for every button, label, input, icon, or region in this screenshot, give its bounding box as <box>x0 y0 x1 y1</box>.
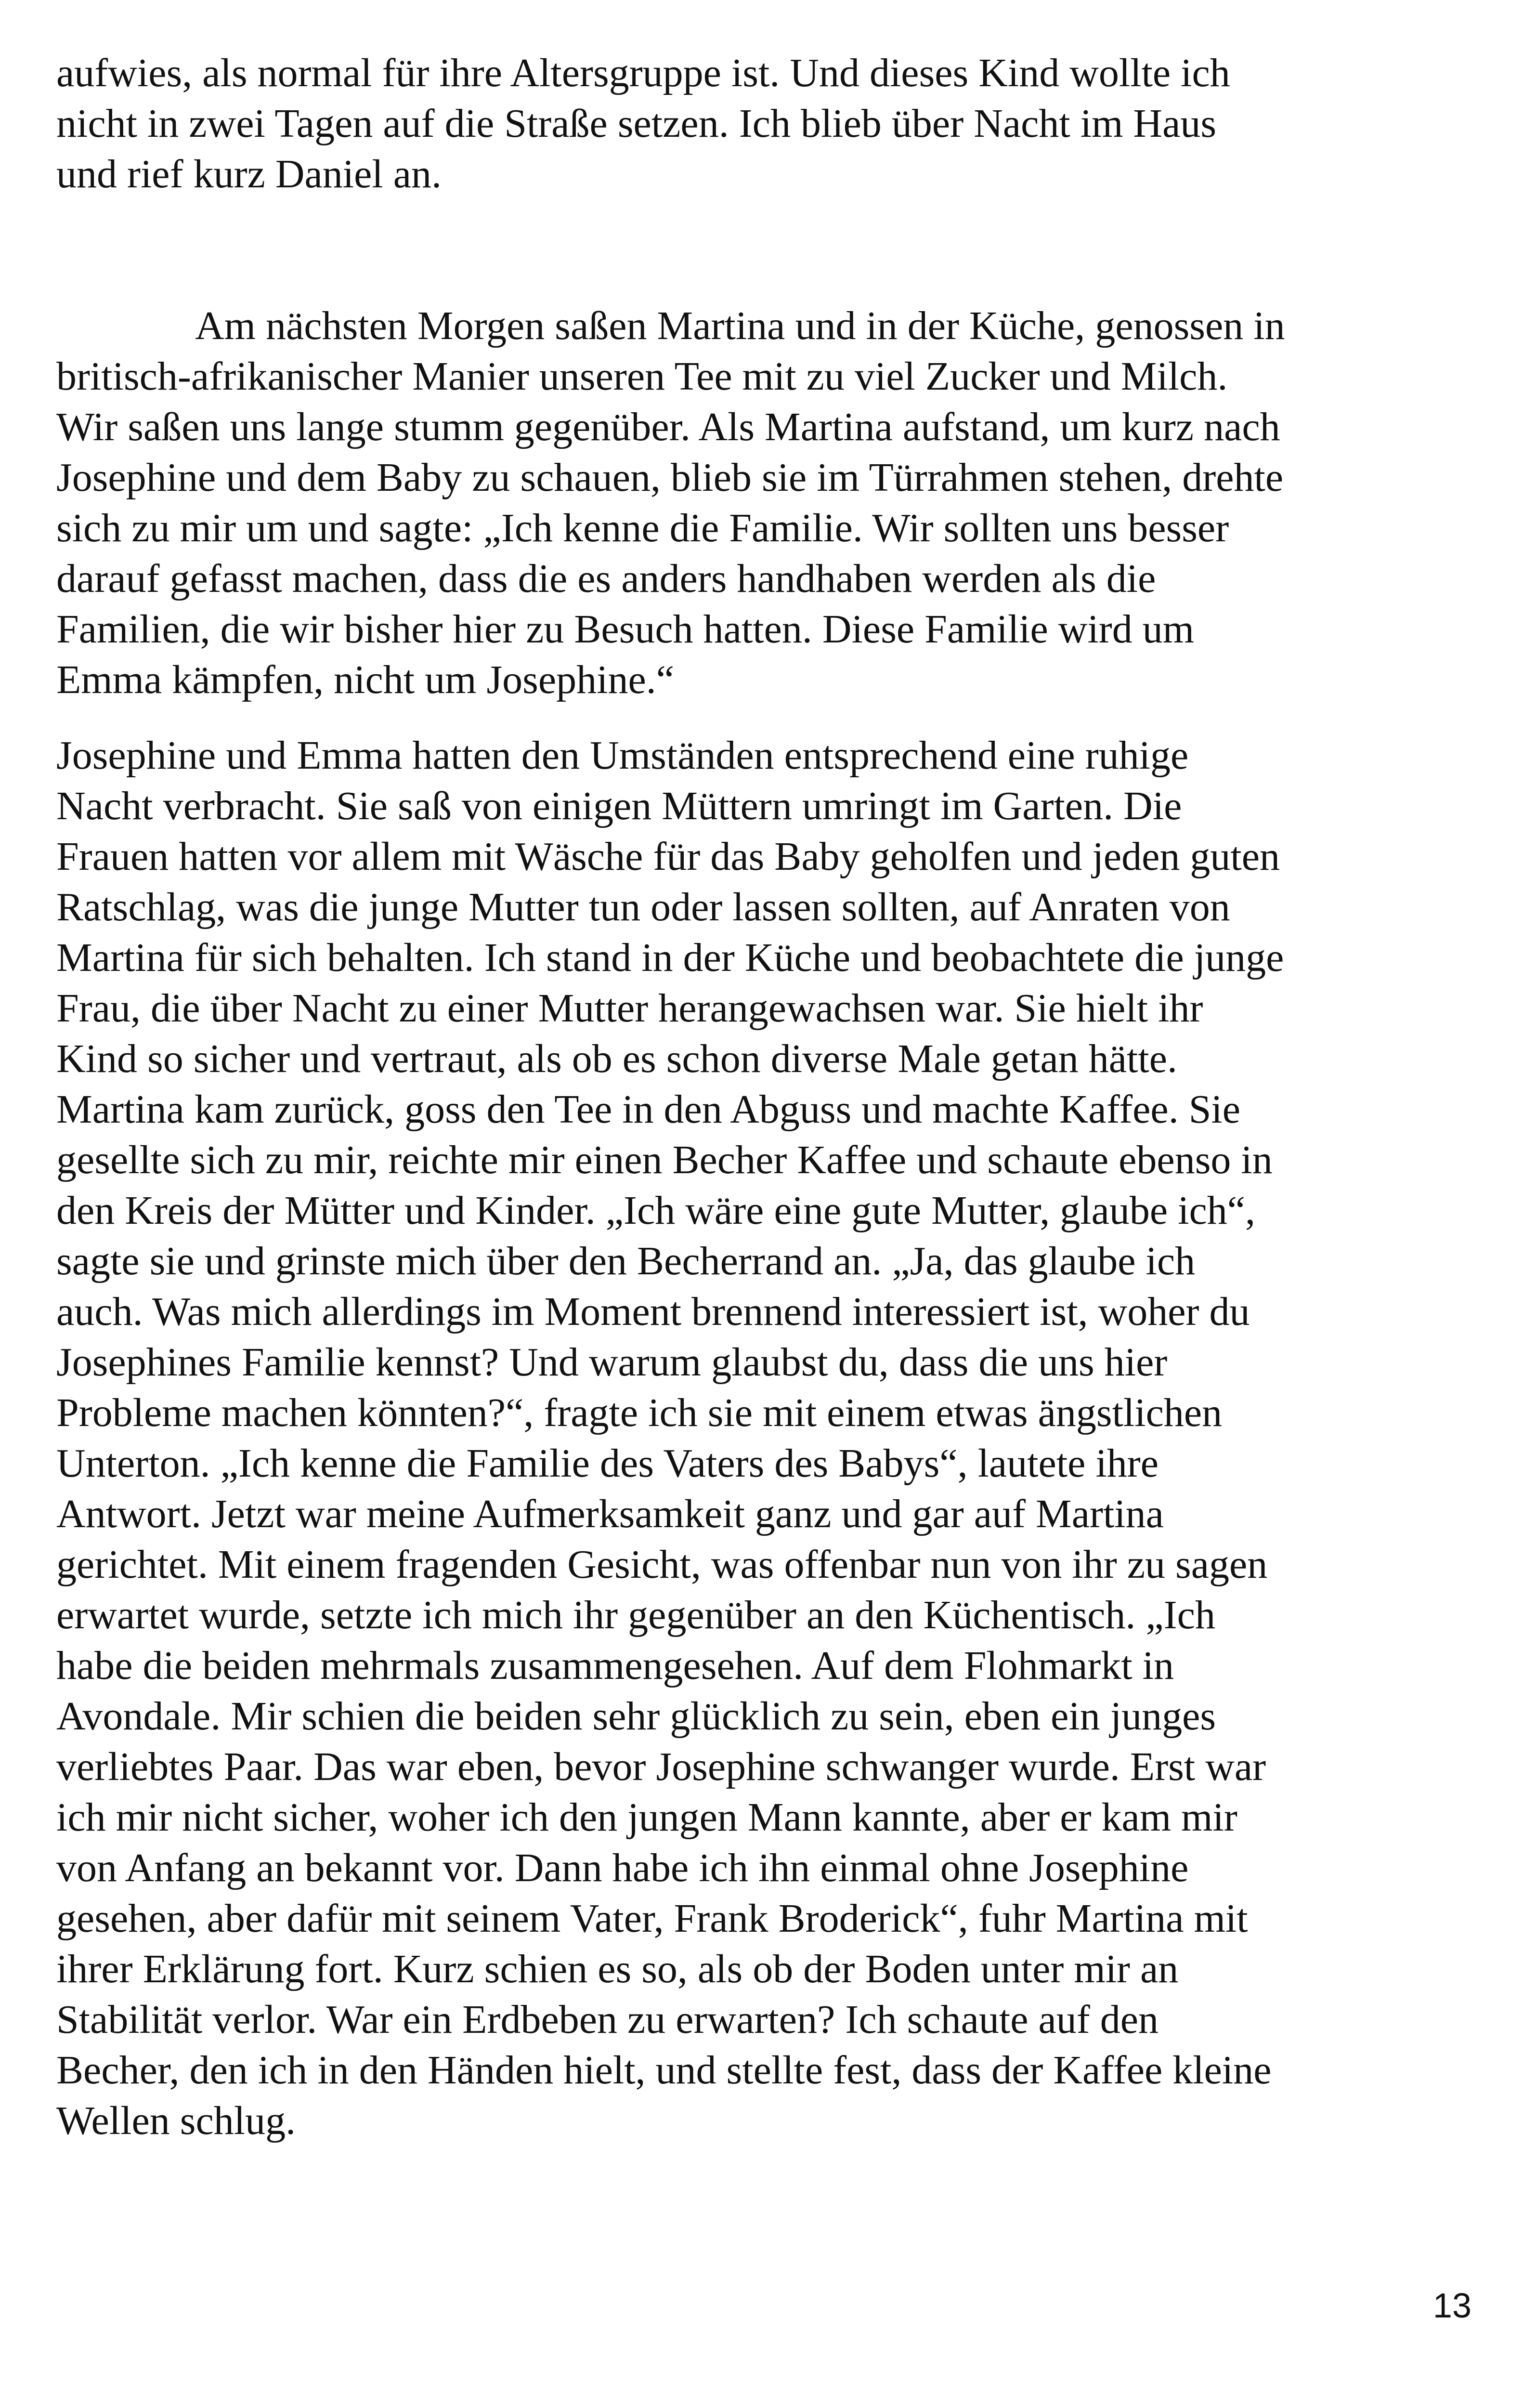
text-line: aufwies, als normal für ihre Altersgruppe ist. Und dieses Kind wollte ich <box>56 51 1230 95</box>
text-line: darauf gefasst machen, dass die es anders handhaben werden als die <box>56 556 1156 601</box>
paragraph-3 <box>56 730 1395 2146</box>
text-line: Wir saßen uns lange stumm gegenüber. Als Martina aufstand, um kurz nach <box>56 405 1280 449</box>
text-line: Martina für sich behalten. Ich stand in der Küche und beobachtete die junge <box>56 935 1284 980</box>
text-line: Am nächsten Morgen saßen Martina und in der Küche, genossen in <box>195 303 1285 348</box>
paragraph-2 <box>56 301 1395 705</box>
text-line: Nacht verbracht. Sie saß von einigen Müttern umringt im Garten. Die <box>56 784 1182 828</box>
text-line: ihrer Erklärung fort. Kurz schien es so, als ob der Boden unter mir an <box>56 1947 1179 1991</box>
text-line: gerichtet. Mit einem fragenden Gesicht, was offenbar nun von ihr zu sagen <box>56 1542 1268 1587</box>
text-line: Ratschlag, was die junge Mutter tun oder lassen sollten, auf Anraten von <box>56 885 1230 929</box>
text-line: den Kreis der Mütter und Kinder. „Ich wäre eine gute Mutter, glaube ich“, <box>56 1188 1256 1233</box>
text-line: Josephine und dem Baby zu schauen, blieb sie im Türrahmen stehen, drehte <box>56 455 1284 500</box>
paragraph-1 <box>56 48 1395 199</box>
text-line: auch. Was mich allerdings im Moment brennend interessiert ist, woher du <box>56 1289 1250 1334</box>
paragraph-spacer <box>56 705 1395 730</box>
text-line: von Anfang an bekannt vor. Dann habe ich ihn einmal ohne Josephine <box>56 1845 1189 1890</box>
text-line: und rief kurz Daniel an. <box>56 152 442 196</box>
text-line: habe die beiden mehrmals zusammengesehen. Auf dem Flohmarkt in <box>56 1643 1174 1688</box>
text-line: Josephine und Emma hatten den Umständen entsprechend eine ruhige <box>56 733 1189 778</box>
text-line: verliebtes Paar. Das war eben, bevor Josephine schwanger wurde. Erst war <box>56 1744 1266 1789</box>
text-line: gesehen, aber dafür mit seinem Vater, Frank Broderick“, fuhr Martina mit <box>56 1896 1248 1941</box>
text-line: Stabilität verlor. War ein Erdbeben zu erwarten? Ich schaute auf den <box>56 1997 1159 2042</box>
text-line: Kind so sicher und vertraut, als ob es schon diverse Male getan hätte. <box>56 1036 1178 1081</box>
text-line: ich mir nicht sicher, woher ich den jungen Mann kannte, aber er kam mir <box>56 1795 1237 1840</box>
text-line: Frauen hatten vor allem mit Wäsche für das Baby geholfen und jeden guten <box>56 834 1280 879</box>
page-number: 13 <box>1432 2287 1471 2325</box>
text-line: sich zu mir um und sagte: „Ich kenne die Familie. Wir sollten uns besser <box>56 506 1229 550</box>
text-line: britisch-afrikanischer Manier unseren Tee mit zu viel Zucker und Milch. <box>56 354 1228 399</box>
text-line: Becher, den ich in den Händen hielt, und stellte fest, dass der Kaffee kleine <box>56 2048 1272 2093</box>
text-line: gesellte sich zu mir, reichte mir einen Becher Kaffee und schaute ebenso in <box>56 1138 1273 1182</box>
text-line: Probleme machen könnten?“, fragte ich sie mit einem etwas ängstlichen <box>56 1390 1223 1435</box>
body-text <box>56 48 1395 2146</box>
text-line: erwartet wurde, setzte ich mich ihr gegenüber an den Küchentisch. „Ich <box>56 1593 1215 1637</box>
text-line: Avondale. Mir schien die beiden sehr glücklich zu sein, eben ein junges <box>56 1694 1216 1739</box>
text-line: Wellen schlug. <box>56 2098 296 2143</box>
text-line: Antwort. Jetzt war meine Aufmerksamkeit ganz und gar auf Martina <box>56 1492 1164 1536</box>
text-line: sagte sie und grinste mich über den Becherrand an. „Ja, das glaube ich <box>56 1239 1196 1283</box>
paragraph-spacer <box>56 199 1395 301</box>
text-line: nicht in zwei Tagen auf die Straße setzen. Ich blieb über Nacht im Haus <box>56 101 1217 146</box>
text-line: Familien, die wir bisher hier zu Besuch hatten. Diese Familie wird um <box>56 607 1195 652</box>
text-line: Emma kämpfen, nicht um Josephine.“ <box>56 657 675 702</box>
text-line: Josephines Familie kennst? Und warum glaubst du, dass die uns hier <box>56 1340 1168 1385</box>
text-line: Frau, die über Nacht zu einer Mutter herangewachsen war. Sie hielt ihr <box>56 986 1203 1031</box>
text-line: Martina kam zurück, goss den Tee in den Abguss und machte Kaffee. Sie <box>56 1087 1241 1132</box>
text-line: Unterton. „Ich kenne die Familie des Vaters des Babys“, lautete ihre <box>56 1441 1159 1486</box>
